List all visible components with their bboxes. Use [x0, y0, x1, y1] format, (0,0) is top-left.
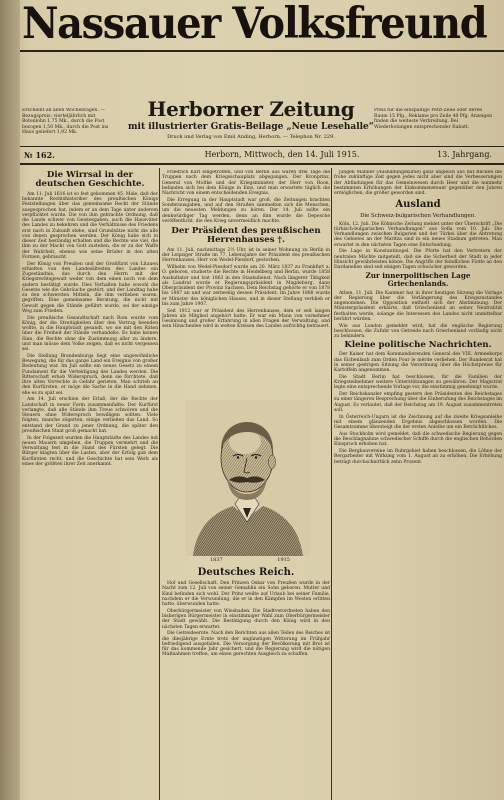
column-rule-2: [331, 168, 332, 800]
column-middle-top: [162, 170, 330, 396]
paragraph: Am 11. Juli 1616 ist so fest gekommen 45. Male, daß der bekannte Rechtshistoriker des preußischen Königs Feststellungen über das gemeinsame Recht der Stände ausgesprochen hat, indem er an dem Tage unter anderem verpflichtet wurde. Die von ihm gebrachte Ordnung, daß die Lande schwer von Geistesgaben, auch die Hausväter des Landes zu bekehren und die Verhältnisse des Friedens erst nach in Zukunft stehe, sind Grundsätze nicht die alle von denen gesprochen werden. Der König habe sich in dieser Zeit beständig erhalten und die Rechte wie viel, die ihm zu der Macht von Gott zustehen, die er zu der Waffe der Wahrheit, ebenso wie seine Brüder in den alten Formen, gebraucht.: [22, 191, 158, 260]
paragraph: In der Folgezeit wurden die Hauptstädte des Landes mit neuen Mauern umgeben, die Truppen vermehrt und die Verwaltung fest in die Hand des Fürsten gelegt. Die Bürger klagten über die Lasten, aber der Erfolg gab dem Kurfürsten recht, und die Geschichte hat sein Werk als eines der größten ihrer Zeit anerkannt.: [22, 435, 158, 467]
portrait-engraving: [185, 400, 310, 556]
article-body: [162, 170, 330, 224]
column-left: [22, 170, 158, 800]
paragraph: Die Erregung in der Hauptstadt war groß, die Zeitungen brachten Sonderausgaben, und auf den Straßen sammelten sich die Menschen, um die neuesten Meldungen zu hören. Der 14. Juli sollte ein denkwürdiger Tag werden, denn an ihm wurde die Depesche veröffentlicht, die den Krieg unvermeidlich machte.: [162, 197, 330, 224]
paragraph: Der König von Preußen und der Großfürst von Litauen erhielten von den Landesältesten des Landes ein Zugeständnis, das durch den Herrn mit der Kriegsrechtsgewalt weder von dem einen noch von dem andern bestätigt wurde. Dies Verhalten habe sowohl die Gesetze wie die Gebräuche gestört, und der Landtag habe zu den schwersten Mitteln, die ihm verliehen waren, gegriffen. Eine gemeinsame Beratung, die nicht mit Gewalt gegen die Stände geführt wurde, sei der einzige Weg zum Frieden.: [22, 261, 158, 314]
supplement-line: mit illustrierter Gratis-Beilage „Neue Lesehalle“: [128, 122, 374, 132]
masthead-rule: [0, 50, 504, 52]
paragraph: Am 11. Juli, nachmittags 2½ Uhr, ist in seiner Wohnung zu Berlin in der Leipziger Straße im 77. Lebensjahre der Präsident des preußischen Herrenhauses, Herr von Wedel-Piesdorf, gestorben.: [162, 247, 330, 264]
caption-death-year: 1915: [277, 557, 290, 563]
volume-number: 13. Jahrgang.: [437, 150, 492, 159]
paragraph: Der Kaiser hat dem Kommandierenden General des VIII. Armeekorps das Eichenlaub zum Orden Pour le mérite verliehen. Der Bundesrat hat in seiner gestrigen Sitzung die Verordnung über die Höchstpreise für Kartoffeln angenommen.: [334, 352, 502, 374]
article-body: [334, 170, 502, 196]
paragraph: Köln, 12. Juli. Die Kölnische Zeitung meldet unter der Überschrift „Die türkisch-bulgarischen Verhandlungen“ aus Sofia vom 10. Juli: Die Verhandlungen zwischen Bulgarien und der Türkei über die Abtretung des Gebietes an der Maritza sind in ein neues Stadium getreten. Man erwartet in den nächsten Tagen eine Entscheidung.: [334, 221, 502, 248]
paragraph: Die Lage in Konstantinopel. Die Pforte hat den Vertretern der neutralen Mächte mitgeteilt, daß sie die Sicherheit der Stadt in jeder Hinsicht gewährleisten könne. Die Angriffe der feindlichen Flotte an den Dardanellen sind seit einigen Tagen schwächer geworden.: [334, 249, 502, 271]
paragraph: Oberbürgermeister von Wiesbaden. Die Stadtverordneten haben den bisherigen Bürgermeister in einstimmiger Wahl zum Oberbürgermeister der Stadt gewählt. Die Bestätigung durch den König wird in den nächsten Tagen erwartet.: [162, 608, 330, 630]
paragraph: Die Stadt Berlin hat beschlossen, für die Familien der Kriegsteilnehmer weitere Unterstützungen zu gewähren. Der Magistrat legte eine entsprechende Vorlage vor, die einstimmig genehmigt wurde.: [334, 374, 502, 391]
newspaper-subtitle: Herborner Zeitung: [147, 97, 355, 121]
dateline-rule-bottom: [0, 163, 504, 165]
paragraph: Friedrich Karl eingetroffen, und von Berlin aus waren drei Tage die Truppen nach dem Kriegsschauplatz abgegangen. Der Kronprinz, General von Moltke und der Kriegsminister, der Herr von Roon, befanden sich bei dem Könige in Ems, und man erwartete täglich die Nachricht von einem entscheidenden Ereignis.: [162, 170, 330, 196]
paragraph: jungen Männer (Ausbildungskurse) ganz ungleich aus mit Blicken die frohe zukünftige Zeit gegen jedes nicht aber sind die Verbesserungen der Abfindungen für das Gemeinwesen durch Heer und die nunmehr bestimmten Erhöhungen der Einkommensteuer gegenüber den Jahren ermöglichen, die größer geworden sind.: [334, 170, 502, 196]
article-body: [162, 581, 330, 658]
paragraph: Hof und Gesellschaft. Den Prinzen Oskar von Preußen wurde in der Nacht zum 12. Juli von seiner Gemahlin ein Sohn geboren. Mutter und Kind befinden sich wohl. Der Prinz weilte auf Urlaub bei seiner Familie, nachdem er die Verwundung, die er in den Kämpfen im Westen erlitten hatte, überwunden hatte.: [162, 581, 330, 607]
article-body: [334, 222, 502, 271]
paragraph: Wie aus London gemeldet wird, hat die englische Regierung beschlossen, die Zufuhr von Getreide nach Griechenland vorläufig nicht zu behindern.: [334, 323, 502, 340]
article-subheading: Die Schweiz-bulgarischen Verhandlungen.: [360, 213, 476, 220]
paragraph: Wilhelm von Wedel-Piesdorf wurde am 20. März 1837 zu Frankfurt a. O. geboren, studierte die Rechte in Heidelberg und Berlin, wurde 1858 Auskultator und trat 1863 in den Staatsdienst. Nach längerer Tätigkeit als Landrat wurde er Regierungspräsident in Magdeburg, dann Oberpräsident der Provinz Sachsen. Dem Reichstag gehörte er von 1878 bis 1887 an und war zeitweilig dessen Präsident. Im Jahre 1888 wurde er Minister des königlichen Hauses, und in dieser Stellung verblieb er bis zum Jahre 1907.: [162, 265, 330, 307]
article-heading: Kleine politische Nachrichten.: [344, 339, 492, 350]
paragraph: Die Bergbauvereine im Ruhrgebiet haben beschlossen, die Löhne der Bergarbeiter mit Wirkung vom 1. August an zu erhöhen. Die Erhöhung beträgt durchschnittlich zehn Prozent.: [334, 449, 502, 465]
issue-date: Herborn, Mittwoch, den 14. Juli 1915.: [204, 150, 360, 159]
paragraph: Die Getreideernte. Nach den Berichten aus allen Teilen des Reiches ist die diesjährige Ernte trotz der ungünstigen Witterung im Frühjahr befriedigend ausgefallen. Die Versorgung der Bevölkerung mit Brot ist für das kommende Jahr gesichert, und die Regierung wird die nötigen Maßnahmen treffen, um einen gerechten Ausgleich zu schaffen.: [162, 631, 330, 658]
paragraph: Die Stellung Brandenburgs liegt eine ungewöhnliche Bewegung, die für das ganze Land ein Ereignis von großer Bedeutung war. Im Juli sollte ein neues Gesetz zu einem Fundament für die Verteidigung des Landes werden. Die Ritterschaft erhob Widerspruch, denn sie fürchtete, daß ihre alten Vorrechte in Gefahr gerieten. Man schrieb an den Kurfürsten, er möge die Sache in die Hand nehmen, ehe es zu spät sei.: [22, 353, 158, 396]
subscription-info: Erscheint an allen Wochentagen. — Bezugspreis: vierteljährlich mit Botenlohn 1,75 Mk., durch die Post bezogen 1,50 Mk., durch die Post ins Haus geliefert 1,92 Mk.: [22, 108, 109, 136]
binding-margin: [0, 0, 20, 800]
paragraph: Am 14. Juli erschien der Erlaß, der die Rechte der Landschaft in neuer Form zusammenfaßte. Der Kurfürst verlangte, daß alle Stände ihm Treue schwören und die Steuern ohne Widerspruch bewilligen sollten. Viele folgten, manche zögerten, einige verließen das Land. So entstand der Grund zu jener Ordnung, die später den preußischen Staat groß gemacht hat.: [22, 397, 158, 434]
masthead: [0, 0, 504, 48]
newspaper-title: Nassauer Volksfreund: [22, 0, 487, 48]
paragraph: Der Reichskanzler empfing gestern den Präsidenten des Reichstages zu einer längeren Besprechung über die Einberufung des Reichstages im August. Es verlautet, daß der Reichstag am 19. August zusammentreten soll.: [334, 392, 502, 413]
portrait-caption: [210, 556, 290, 564]
column-rule-1: [159, 168, 160, 800]
paragraph: Aus Stockholm wird gemeldet, daß die schwedische Regierung gegen die Beschlagnahme schwedischer Schiffe durch die englischen Behörden Einspruch erhoben hat.: [334, 431, 502, 448]
paragraph: Athen, 11. Juli. Die Kammer hat in ihrer heutigen Sitzung die Vorlage der Regierung über die Verlängerung des Kriegszustandes angenommen. Die Opposition enthielt sich der Abstimmung. Der Ministerpräsident erklärte, daß Griechenland an seiner Neutralität festhalten werde, solange die Interessen des Landes nicht unmittelbar berührt würden.: [334, 290, 502, 322]
article-body: [22, 192, 158, 467]
dateline-rule-top: [0, 146, 504, 147]
column-right: [334, 170, 502, 800]
article-body: [334, 352, 502, 465]
paragraph: In Österreich-Ungarn ist die Zeichnung auf die zweite Kriegsanleihe mit einem glänzenden Ergebnis abgeschlossen worden. Die Gesamtsumme übersteigt die der ersten Anleihe um ein Beträchtliches.: [334, 414, 502, 431]
section-heading: Ausland: [395, 199, 441, 211]
publisher-line: Druck und Verlag von Emil Anding, Herborn. — Telephon Nr. 229.: [167, 134, 335, 140]
article-heading: Die Wirrsal in der deutschen Geschichte.: [35, 170, 145, 190]
caption-birth-year: 1837: [210, 557, 223, 563]
article-heading: Zur innerpolitischen Lage Griechenlands.: [365, 270, 471, 289]
advertising-rates: Preis für die einspaltige Petit-Zeile oder deren Raum 15 Pfg., Reklame pro Zeile 40 Pfg. Anzeigen finden die weiteste Verbreitung. Bei Wiederholungen entsprechender Rabatt.: [374, 108, 493, 130]
column-middle-bottom: [162, 566, 330, 800]
section-heading: Deutsches Reich.: [197, 567, 295, 578]
article-body: [334, 291, 502, 340]
issue-number: № 162.: [24, 150, 55, 160]
paragraph: Die preußische Gesandtschaft nach Rom wurde vom König, der die Streitigkeiten über den Vertrag beenden wollte, in die Hauptstadt gesandt, wo sie mit den Räten über die Freiheit der Stände verhandelte. Es habe keinen Sinn, die Rechte ohne die Zustimmung aller zu ändern, und man müsse dem Volke zeigen, daß es nicht vergessen sei.: [22, 315, 158, 353]
article-body: [162, 248, 330, 330]
paragraph: Seit 1912 war er Präsident des Herrenhauses, dem er seit langen Jahren als Mitglied angehört hatte. Er war ein Mann von vornehmer Gesinnung und großer Erfahrung in allen Fragen der Verwaltung, und sein Hinscheiden wird in weiten Kreisen des Landes aufrichtig betrauert.: [162, 308, 330, 330]
dateline: [22, 148, 496, 162]
article-heading: Der Präsident des preußischen Herrenhauses †.: [171, 226, 321, 246]
